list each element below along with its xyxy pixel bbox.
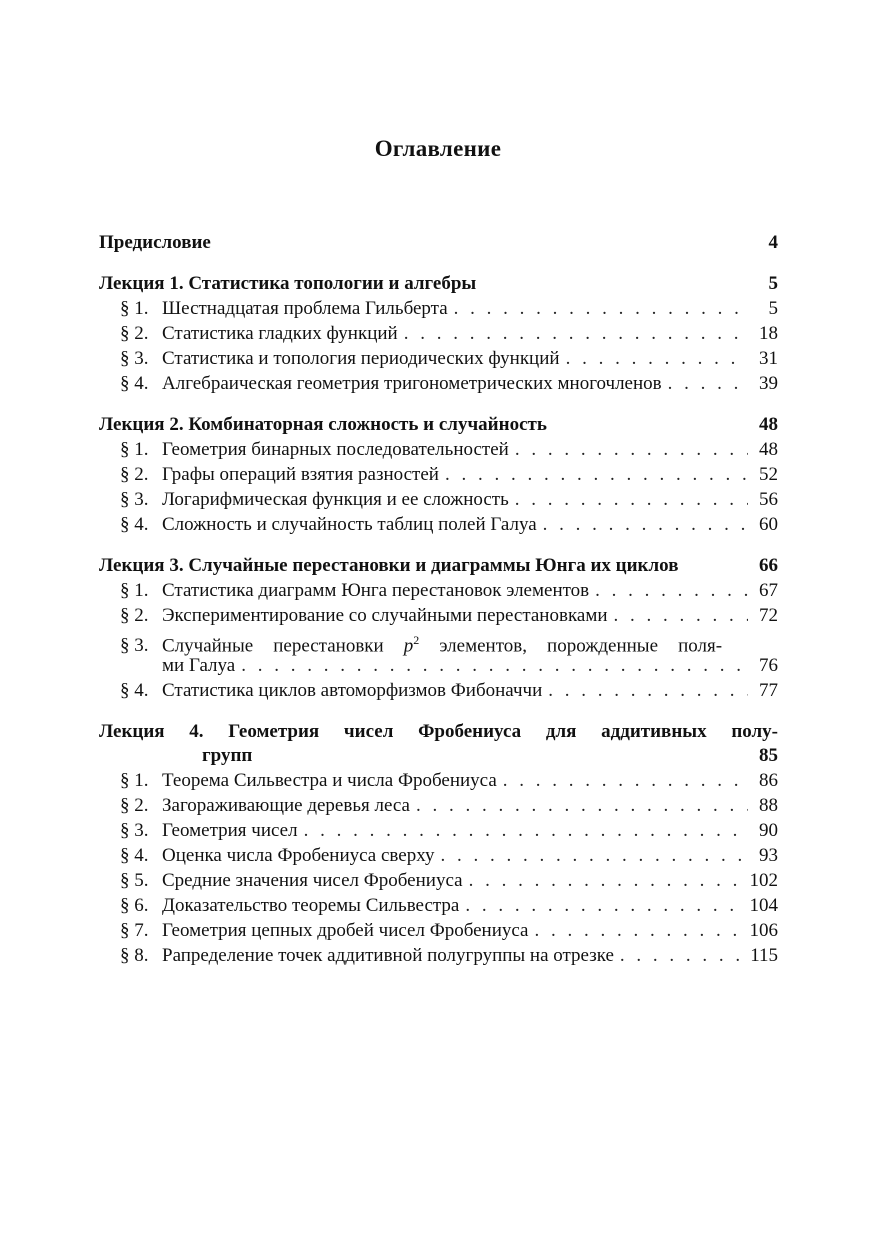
page-number: 52 bbox=[759, 464, 778, 485]
section-title: Статистика гладких функций bbox=[162, 321, 404, 346]
toc-section[interactable] bbox=[99, 893, 778, 918]
section-number: § 2. bbox=[120, 605, 149, 626]
toc-entry-lecture-3[interactable] bbox=[99, 553, 778, 578]
page-number: 66 bbox=[759, 555, 778, 576]
chapter-title: Лекция 4. Геометрия чисел Фробениуса для аддитивных полу- bbox=[99, 721, 778, 742]
toc-section[interactable] bbox=[99, 918, 778, 943]
chapter-title: Предисловие bbox=[99, 232, 211, 253]
page-number: 48 bbox=[759, 414, 778, 435]
page-number: 86 bbox=[759, 770, 778, 791]
chapter-title: Лекция 1. Статистика топологии и алгебры bbox=[99, 273, 477, 294]
section-title: Средние значения чисел Фробениуса bbox=[162, 868, 469, 893]
dot-leader bbox=[595, 578, 748, 603]
section-title: Оценка числа Фробениуса сверху bbox=[162, 843, 441, 868]
toc-section[interactable] bbox=[99, 628, 778, 657]
page-number: 104 bbox=[749, 895, 778, 916]
section-number: § 1. bbox=[120, 439, 149, 460]
page-number: 48 bbox=[759, 439, 778, 460]
toc-entry-preface[interactable] bbox=[99, 230, 778, 255]
section-number: § 6. bbox=[120, 895, 149, 916]
section-number: § 7. bbox=[120, 920, 149, 941]
section-number: § 4. bbox=[120, 680, 149, 701]
toc-entry-lecture-2[interactable] bbox=[99, 412, 778, 437]
toc-entry-lecture-4-continuation[interactable] bbox=[99, 744, 778, 768]
dot-leader bbox=[469, 868, 744, 893]
section-title: ми Галуа bbox=[162, 655, 236, 676]
toc-section[interactable] bbox=[99, 768, 778, 793]
dot-leader bbox=[241, 653, 748, 678]
toc-section[interactable] bbox=[99, 818, 778, 843]
section-title: Геометрия цепных дробей чисел Фробениуса bbox=[162, 918, 535, 943]
page-title: Оглавление bbox=[374, 136, 502, 161]
page-number: 76 bbox=[759, 655, 778, 676]
dot-leader bbox=[304, 818, 748, 843]
toc-section[interactable] bbox=[99, 487, 778, 512]
dot-leader bbox=[515, 487, 748, 512]
section-number: § 3. bbox=[120, 820, 149, 841]
section-title: Случайные перестановки $p^2$ элементов, порожденные поля- bbox=[162, 633, 723, 657]
toc-section[interactable] bbox=[99, 943, 778, 968]
dot-leader bbox=[620, 943, 744, 968]
section-title: Рапределение точек аддитивной полугруппы на отрезке bbox=[162, 943, 620, 968]
page-number: 67 bbox=[759, 580, 778, 601]
section-title: Графы операций взятия разностей bbox=[162, 462, 445, 487]
dot-leader bbox=[566, 346, 748, 371]
section-number: § 2. bbox=[120, 795, 149, 816]
toc-section-continuation[interactable] bbox=[99, 653, 778, 678]
page-number: 93 bbox=[759, 845, 778, 866]
dot-leader bbox=[668, 371, 748, 396]
section-number: § 1. bbox=[120, 580, 149, 601]
section-number: § 8. bbox=[120, 945, 149, 966]
dot-leader bbox=[535, 918, 744, 943]
toc-entry-lecture-4[interactable] bbox=[99, 719, 778, 744]
section-number: § 2. bbox=[120, 464, 149, 485]
toc-section[interactable] bbox=[99, 346, 778, 371]
toc-section[interactable] bbox=[99, 868, 778, 893]
dot-leader bbox=[416, 793, 748, 818]
section-title: Теорема Сильвестра и числа Фробениуса bbox=[162, 768, 503, 793]
page-number: 72 bbox=[759, 605, 778, 626]
page-number: 18 bbox=[759, 323, 778, 344]
page-number: 85 bbox=[759, 745, 778, 766]
chapter-title: Лекция 3. Случайные перестановки и диаграммы Юнга их циклов bbox=[99, 555, 679, 576]
page-number: 5 bbox=[768, 273, 778, 294]
page-number: 90 bbox=[759, 820, 778, 841]
chapter-title: Лекция 2. Комбинаторная сложность и случайность bbox=[99, 414, 547, 435]
section-title: Доказательство теоремы Сильвестра bbox=[162, 893, 465, 918]
section-title: Алгебраическая геометрия тригонометрических многочленов bbox=[162, 371, 668, 396]
section-number: § 3. bbox=[120, 489, 149, 510]
chapter-title: групп bbox=[202, 745, 253, 766]
section-number: § 1. bbox=[120, 770, 149, 791]
section-number: § 4. bbox=[120, 845, 149, 866]
section-number: § 3. bbox=[120, 348, 149, 369]
page-number: 4 bbox=[768, 232, 778, 253]
page-number: 39 bbox=[759, 373, 778, 394]
page-number: 102 bbox=[749, 870, 778, 891]
dot-leader bbox=[445, 462, 748, 487]
section-title: Экспериментирование со случайными перестановками bbox=[162, 603, 614, 628]
dot-leader bbox=[614, 603, 748, 628]
section-number: § 3. bbox=[120, 635, 149, 657]
section-title: Сложность и случайность таблиц полей Галуа bbox=[162, 512, 543, 537]
toc-section[interactable] bbox=[99, 843, 778, 868]
toc-section[interactable] bbox=[99, 462, 778, 487]
page-number: 60 bbox=[759, 514, 778, 535]
section-title: Логарифмическая функция и ее сложность bbox=[162, 487, 515, 512]
section-title: Статистика и топология периодических функций bbox=[162, 346, 566, 371]
section-number: § 4. bbox=[120, 514, 149, 535]
page-number: 106 bbox=[749, 920, 778, 941]
section-title: Геометрия чисел bbox=[162, 818, 304, 843]
toc-entry-lecture-1[interactable] bbox=[99, 271, 778, 296]
page-number: 5 bbox=[768, 298, 778, 319]
dot-leader bbox=[543, 512, 748, 537]
page-number: 56 bbox=[759, 489, 778, 510]
toc-section[interactable] bbox=[99, 371, 778, 396]
dot-leader bbox=[503, 768, 748, 793]
section-title: Статистика циклов автоморфизмов Фибоначчи bbox=[162, 678, 548, 703]
page-number: 115 bbox=[750, 945, 778, 966]
toc-section[interactable] bbox=[99, 512, 778, 537]
section-title: Статистика диаграмм Юнга перестановок элементов bbox=[162, 578, 595, 603]
section-number: § 5. bbox=[120, 870, 149, 891]
toc-section[interactable] bbox=[99, 603, 778, 628]
dot-leader bbox=[515, 437, 748, 462]
dot-leader bbox=[465, 893, 743, 918]
toc-section[interactable] bbox=[99, 437, 778, 462]
toc-section[interactable] bbox=[99, 678, 778, 703]
table-of-contents bbox=[99, 230, 778, 968]
toc-section[interactable] bbox=[99, 793, 778, 818]
section-number: § 2. bbox=[120, 323, 149, 344]
section-title: Загораживающие деревья леса bbox=[162, 793, 416, 818]
section-title: Шестнадцатая проблема Гильберта bbox=[162, 296, 454, 321]
page-number: 31 bbox=[759, 348, 778, 369]
toc-section[interactable] bbox=[99, 578, 778, 603]
section-title: Геометрия бинарных последовательностей bbox=[162, 437, 515, 462]
section-number: § 1. bbox=[120, 298, 149, 319]
dot-leader bbox=[404, 321, 748, 346]
dot-leader bbox=[454, 296, 748, 321]
page-number: 77 bbox=[759, 680, 778, 701]
dot-leader bbox=[441, 843, 749, 868]
section-number: § 4. bbox=[120, 373, 149, 394]
dot-leader bbox=[548, 678, 748, 703]
toc-section[interactable] bbox=[99, 296, 778, 321]
page-number: 88 bbox=[759, 795, 778, 816]
toc-section[interactable] bbox=[99, 321, 778, 346]
